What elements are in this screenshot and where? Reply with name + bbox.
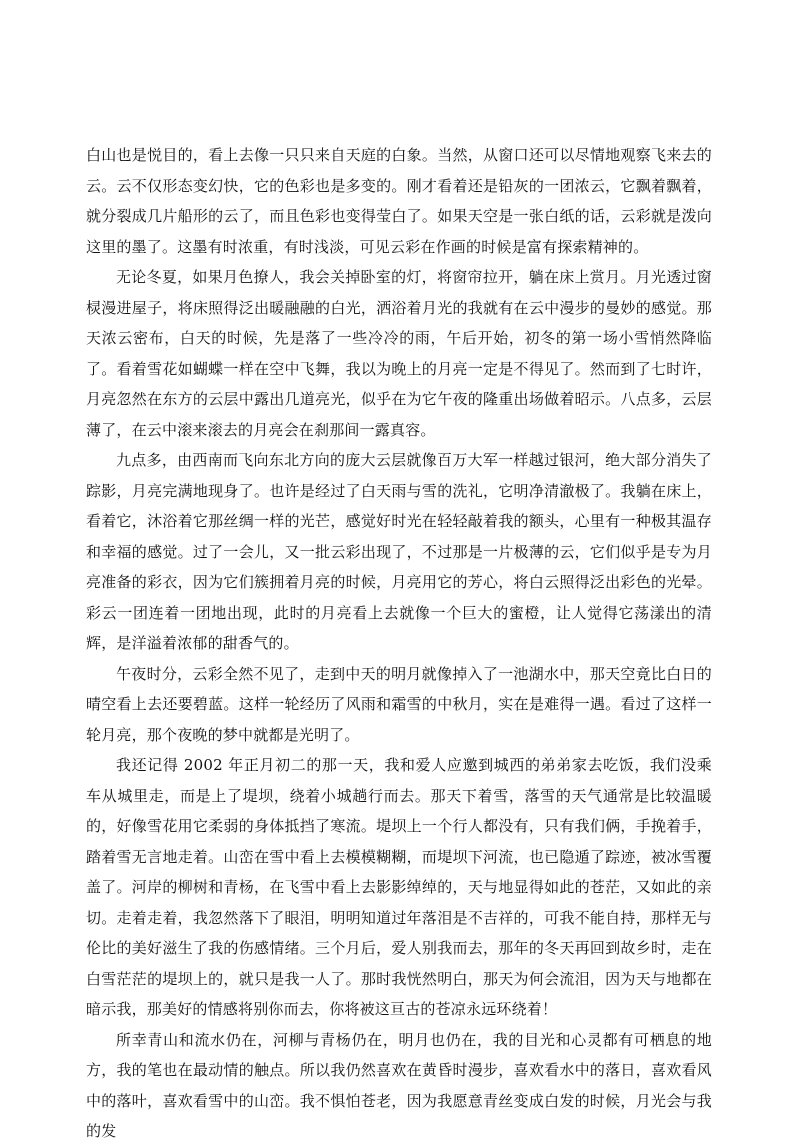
paragraph-2: 无论冬夏，如果月色撩人，我会关掉卧室的灯，将窗帘拉开，躺在床上赏月。月光透过窗棂漫进屋子，将床照得泛出暖融融的白光，洒浴着月光的我就有在云中漫步的曼妙的感觉。那天浓云密布，白天的时候，先是落了一些冷冷的雨，午后开始，初冬的第一场小雪悄然降临了。看着雪花如蝴蝶一样在空中飞舞，我以为晚上的月亮一定是不得见了。然而到了七时许，月亮忽然在东方的云层中露出几道亮光，似乎在为它午夜的隆重出场做着昭示。八点多，云层薄了，在云中滚来滚去的月亮会在刹那间一露真容。 xyxy=(86,268,712,439)
paragraph-3: 九点多，由西南而飞向东北方向的庞大云层就像百万大军一样越过银河，绝大部分消失了踪影，月亮完满地现身了。也许是经过了白天雨与雪的洗礼，它明净清澈极了。我躺在床上，看着它，沐浴着它那丝绸一样的光芒，感觉好时光在轻轻敲着我的额头，心里有一种极其温存和幸福的感觉。过了一会儿，又一批云彩出现了，不过那是一片极薄的云，它们似乎是专为月亮准备的彩衣，因为它们簇拥着月亮的时候，月亮用它的芳心，将白云照得泛出彩色的光晕。彩云一团连着一团地出现，此时的月亮看上去就像一个巨大的蜜橙，让人觉得它荡漾出的清辉，是洋溢着浓郁的甜香气的。 xyxy=(86,451,712,652)
paragraph-1: 白山也是悦目的，看上去像一只只来自天庭的白象。当然，从窗口还可以尽情地观察飞来去的云。云不仅形态变幻快，它的色彩也是多变的。刚才看着还是铅灰的一团浓云，它飘着飘着，就分裂成几片船形的云了，而且色彩也变得莹白了。如果天空是一张白纸的话，云彩就是泼向这里的墨了。这墨有时浓重，有时浅淡，可见云彩在作画的时候是富有探索精神的。 xyxy=(86,146,712,256)
article-body xyxy=(86,140,712,1147)
paragraph-5: 我还记得 2002 年正月初二的那一天，我和爱人应邀到城西的弟弟家去吃饭，我们没乘车从城里走，而是上了堤坝，绕着小城趟行而去。那天下着雪，落雪的天气通常是比较温暖的，好像雪花用它柔弱的身体抵挡了寒流。堤坝上一个行人都没有，只有我们俩，手挽着手，踏着雪无言地走着。山峦在雪中看上去模模糊糊，而堤坝下河流，也已隐遁了踪迹，被冰雪覆盖了。河岸的柳树和青杨，在飞雪中看上去影影绰绰的，天与地显得如此的苍茫，又如此的亲切。走着走着，我忽然落下了眼泪，明明知道过年落泪是不吉祥的，可我不能自持，那样无与伦比的美好滋生了我的伤感情绪。三个月后，爱人别我而去，那年的冬天再回到故乡时，走在白雪茫茫的堤坝上的，就只是我一人了。那时我恍然明白，那天为何会流泪，因为天与地都在暗示我，那美好的情感将别你而去，你将被这亘古的苍凉永远环绕着！ xyxy=(86,756,712,1018)
paragraph-4: 午夜时分，云彩全然不见了，走到中天的明月就像掉入了一池湖水中，那天空竟比白日的晴空看上去还要碧蓝。这样一轮经历了风雨和霜雪的中秋月，实在是难得一遇。看过了这样一轮月亮，那个夜晚的梦中就都是光明了。 xyxy=(86,664,712,744)
paragraph-6: 所幸青山和流水仍在，河柳与青杨仍在，明月也仍在，我的目光和心灵都有可栖息的地方，我的笔也在最动情的触点。所以我仍然喜欢在黄昏时漫步，喜欢看水中的落日，喜欢看风中的落叶，喜欢看雪中的山峦。我不惧怕苍老，因为我愿意青丝变成白发的时候，月光会与我的发 xyxy=(86,1030,712,1140)
